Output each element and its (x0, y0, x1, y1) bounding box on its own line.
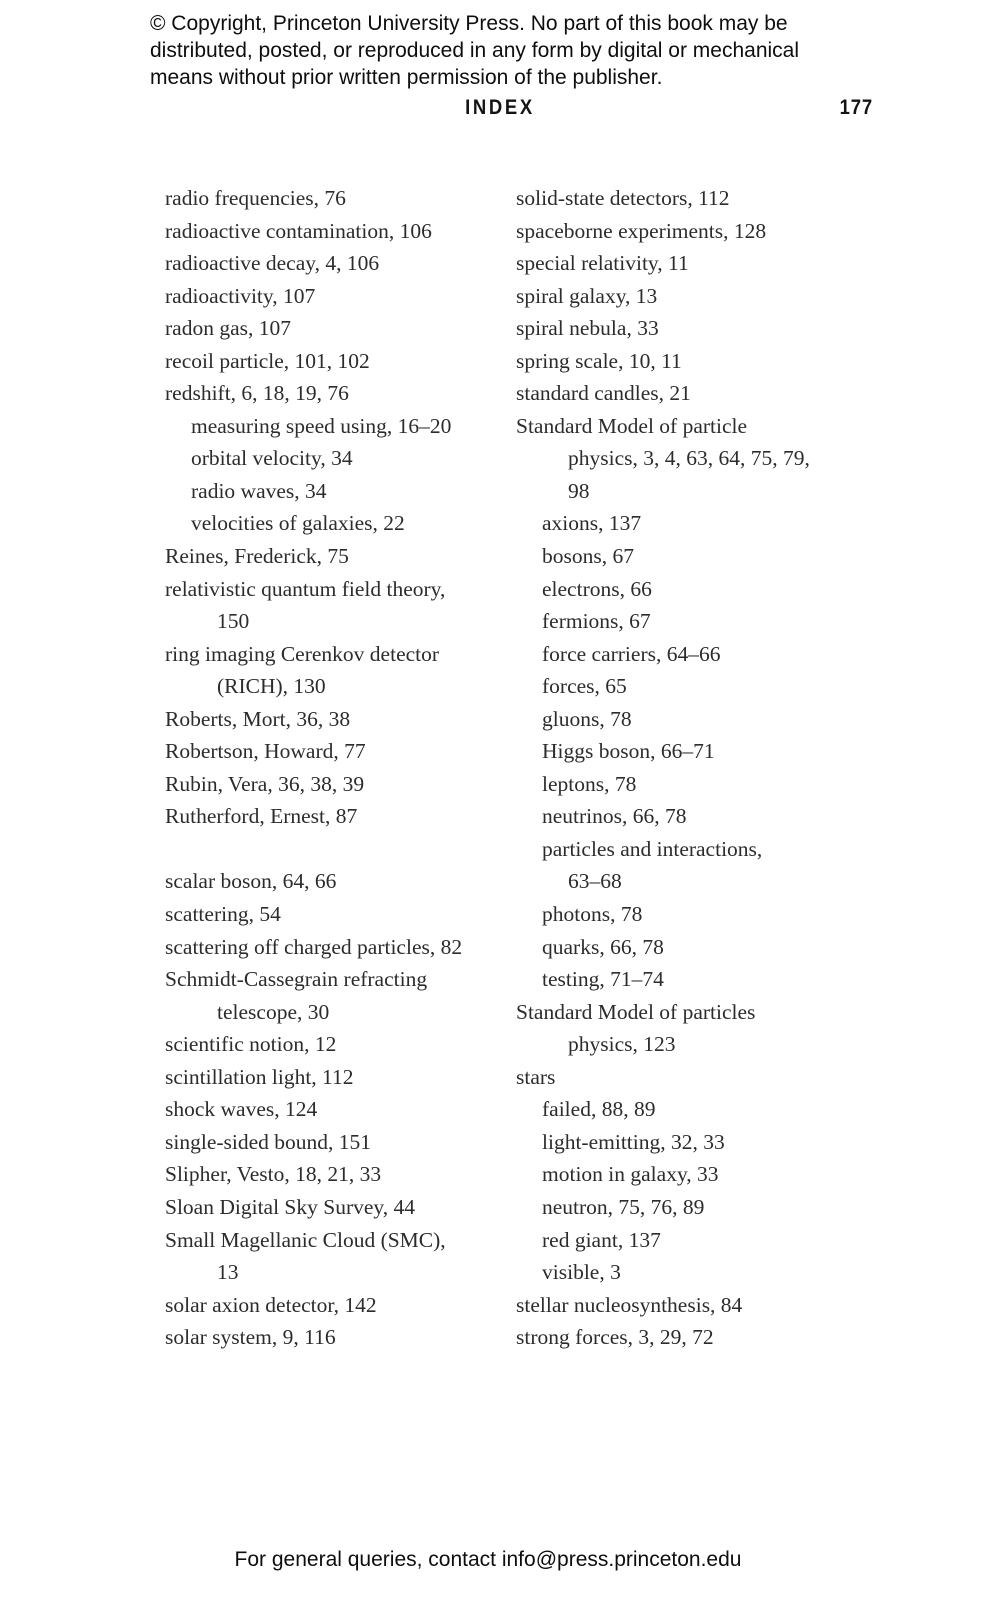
index-entry: light-emitting, 32, 33 (542, 1129, 725, 1154)
index-entry: solar system, 9, 116 (165, 1325, 336, 1350)
index-entry: measuring speed using, 16–20 (191, 413, 452, 438)
index-entry: (RICH), 130 (217, 674, 326, 699)
index-entry: radioactive decay, 4, 106 (165, 251, 380, 276)
index-entry: relativistic quantum field theory, (165, 576, 446, 601)
index-entry: photons, 78 (542, 902, 643, 927)
index-section-gap (165, 833, 510, 866)
index-entry: shock waves, 124 (165, 1097, 318, 1122)
index-entry: Slipher, Vesto, 18, 21, 33 (165, 1162, 382, 1187)
index-entry: fermions, 67 (542, 609, 651, 634)
index-entry: Reines, Frederick, 75 (165, 544, 349, 569)
index-entry: 63–68 (568, 869, 622, 894)
running-head (0, 96, 1000, 124)
index-entry: Standard Model of particles (516, 999, 756, 1024)
index-entry: spaceborne experiments, 128 (516, 218, 767, 243)
index-entry: single-sided bound, 151 (165, 1129, 372, 1154)
index-entry: telescope, 30 (217, 999, 330, 1024)
index-entry: testing, 71–74 (542, 967, 664, 992)
index-entry: scintillation light, 112 (165, 1064, 354, 1089)
index-column-left (165, 182, 510, 1354)
index-entry: scalar boson, 64, 66 (165, 869, 337, 894)
index-entry: electrons, 66 (542, 576, 652, 601)
index-entry: force carriers, 64–66 (542, 641, 721, 666)
index-entry: Higgs boson, 66–71 (542, 739, 715, 764)
index-entry: scattering, 54 (165, 902, 281, 927)
index-entry: quarks, 66, 78 (542, 934, 664, 959)
index-entry: special relativity, 11 (516, 251, 689, 276)
index-entry: bosons, 67 (542, 544, 634, 569)
index-entry: Small Magellanic Cloud (SMC), (165, 1227, 446, 1252)
index-entry: neutrinos, 66, 78 (542, 804, 687, 829)
index-entry: spring scale, 10, 11 (516, 348, 682, 373)
footer-contact: For general queries, contact info@press.princeton.edu (234, 1548, 742, 1571)
index-entry: solar axion detector, 142 (165, 1292, 377, 1317)
index-entry: radon gas, 107 (165, 316, 291, 341)
index-entry: solid-state detectors, 112 (516, 186, 730, 210)
index-entry: leptons, 78 (542, 771, 637, 796)
index-entry: 13 (217, 1260, 239, 1285)
index-entry: 98 (568, 478, 590, 503)
index-entry: scattering off charged particles, 82 (165, 934, 463, 959)
index-entry: recoil particle, 101, 102 (165, 348, 370, 373)
index-entry: neutron, 75, 76, 89 (542, 1194, 705, 1219)
index-entry: motion in galaxy, 33 (542, 1162, 719, 1187)
index-entry: Rutherford, Ernest, 87 (165, 804, 358, 829)
index-column-right (516, 182, 891, 1354)
index-entry: strong forces, 3, 29, 72 (516, 1325, 714, 1350)
copyright-notice (150, 10, 860, 91)
copyright-line: © Copyright, Princeton University Press. No part of this book may be (150, 12, 788, 35)
index-entry: ring imaging Cerenkov detector (165, 641, 440, 666)
index-entry: radioactive contamination, 106 (165, 218, 432, 243)
index-entry: spiral galaxy, 13 (516, 283, 658, 308)
index-entry: Sloan Digital Sky Survey, 44 (165, 1194, 416, 1219)
page-title: INDEX (465, 96, 535, 119)
index-entry: stars (516, 1064, 556, 1089)
index-entry: gluons, 78 (542, 706, 632, 731)
index-entry: spiral nebula, 33 (516, 316, 659, 341)
index-entry: failed, 88, 89 (542, 1097, 656, 1122)
index-entry: orbital velocity, 34 (191, 446, 353, 471)
index-entry: scientific notion, 12 (165, 1032, 337, 1057)
index-entry: forces, 65 (542, 674, 627, 699)
index-entry: radio waves, 34 (191, 478, 327, 503)
index-entry: standard candles, 21 (516, 381, 691, 406)
index-entry: radio frequencies, 76 (165, 186, 346, 210)
index-entry: 150 (217, 609, 250, 634)
index-entry: velocities of galaxies, 22 (191, 511, 405, 536)
index-entry: radioactivity, 107 (165, 283, 316, 308)
index-entry: redshift, 6, 18, 19, 76 (165, 381, 349, 406)
copyright-line: means without prior written permission of the publisher. (150, 66, 663, 89)
index-entry: particles and interactions, (542, 836, 763, 861)
index-entry: Roberts, Mort, 36, 38 (165, 706, 351, 731)
copyright-line: distributed, posted, or reproduced in any form by digital or mechanical (150, 39, 800, 62)
index-entry: physics, 123 (568, 1032, 676, 1057)
index-entry: visible, 3 (542, 1260, 621, 1285)
index-entry: red giant, 137 (542, 1227, 661, 1252)
index-entry: Rubin, Vera, 36, 38, 39 (165, 771, 365, 796)
index-entry: Standard Model of particle (516, 413, 748, 438)
index-entry: Robertson, Howard, 77 (165, 739, 366, 764)
page-number: 177 (839, 96, 873, 119)
index-entry: Schmidt-Cassegrain refracting (165, 967, 428, 992)
index-entry: axions, 137 (542, 511, 642, 536)
index-entry: stellar nucleosynthesis, 84 (516, 1292, 743, 1317)
index-entry: physics, 3, 4, 63, 64, 75, 79, (568, 446, 810, 471)
